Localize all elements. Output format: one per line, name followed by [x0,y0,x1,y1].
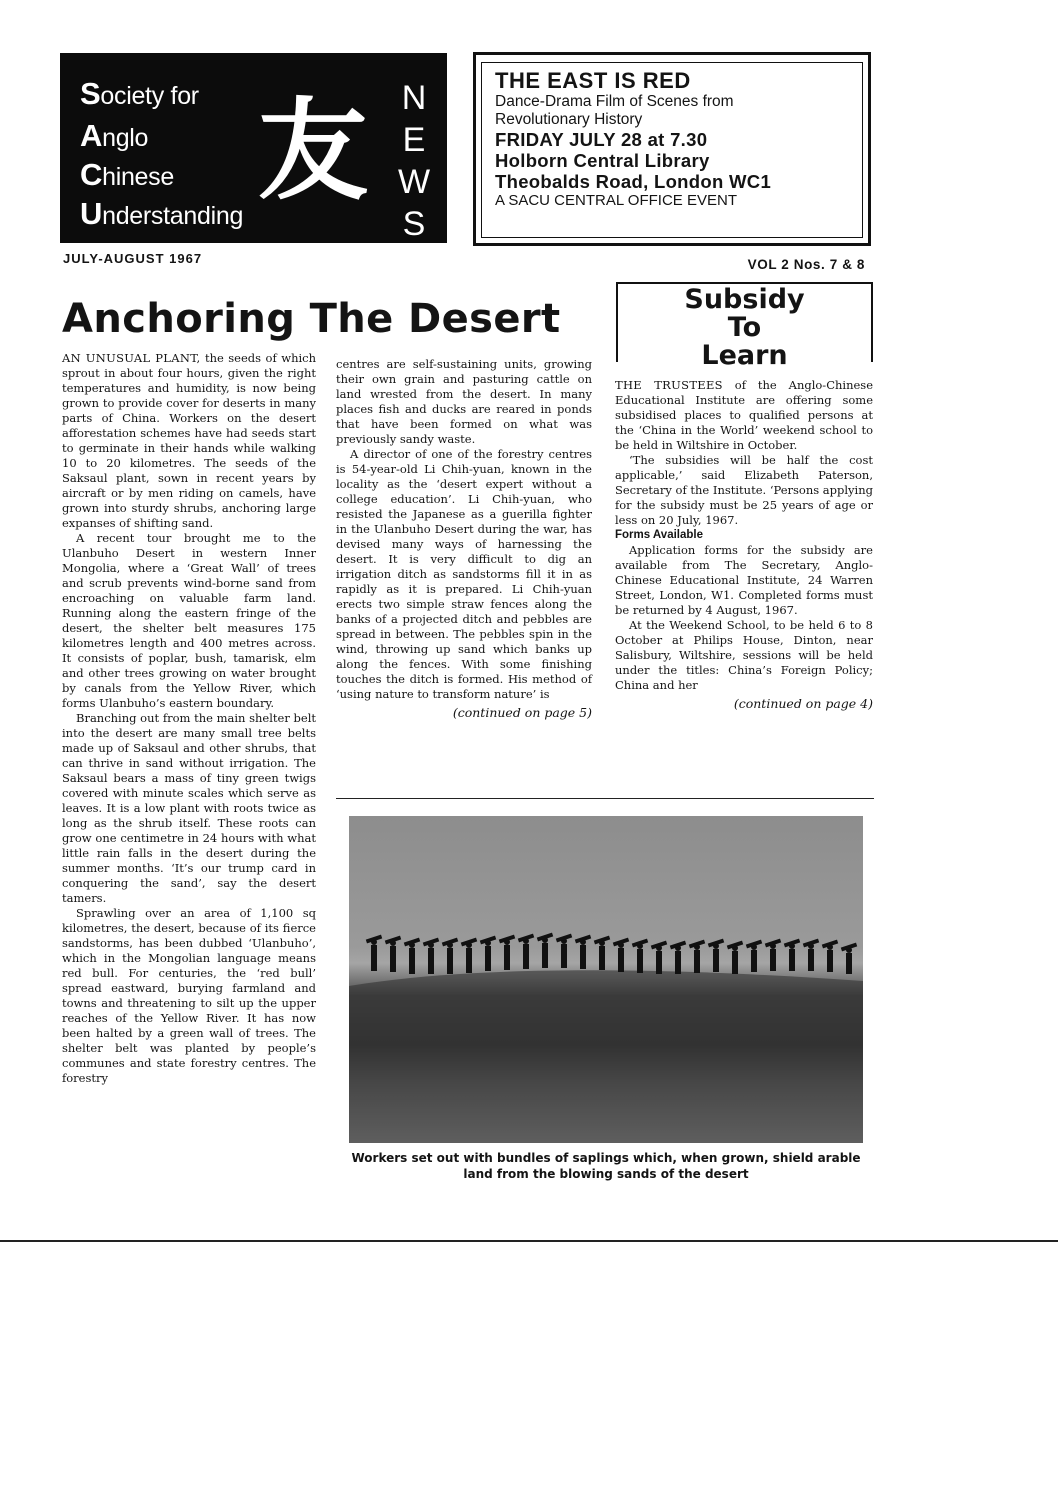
divider [0,1240,1058,1242]
worker-silhouette [371,945,377,971]
photo-silhouettes [349,816,863,1143]
news-letter: N [401,79,427,117]
worker-silhouette [390,946,396,972]
worker-silhouette [789,949,795,971]
subsidy-headline: Subsidy To Learn [684,284,805,371]
event-venue: Holborn Central Library [495,150,710,171]
masthead-line: Chinese [80,157,174,192]
subsidy-column [615,378,873,711]
event-subtitle: Dance-Drama Film of Scenes from [495,93,734,110]
article-paragraph: A director of one of the forestry centres is 54-year-old Li Chih-yuan, known in the locality as the ‘desert expert without a college education’. Li Chih-yuan, who resisted the Japanese as a guerilla fighter in the Ulanbuho Desert during the war, has devised many ways of harnessing the desert. It is very difficult to dig an irrigation ditch as sandstorms fill it in as rapidly as it is prepared. Li Chih-yuan erects two simple straw fences along the banks of a projected ditch and pebbles are spread in between. The pebbles spin in the wind, throwing up sand which banks up along the fences. With some finishing touches the ditch is formed. His method of ‘using nature to transform nature’ is [336,447,592,701]
worker-silhouette [561,944,567,968]
issue-date: JULY-AUGUST 1967 [63,251,203,266]
worker-silhouette [770,949,776,971]
worker-silhouette [846,953,852,974]
worker-silhouette [466,948,472,973]
chinese-character-logo: 友 [258,86,368,215]
news-letter: E [402,121,426,159]
worker-silhouette [675,951,681,974]
event-announcement [481,62,863,238]
news-wordmark [394,77,434,245]
worker-silhouette [694,950,700,973]
desert-workers-photo [349,816,863,1143]
event-date: FRIDAY JULY 28 at 7.30 [495,129,708,150]
worker-silhouette [751,950,757,972]
article-paragraph: Sprawling over an area of 1,100 sq kilometres, the desert, because of its fierce sandstorms, has been dubbed ‘Ulanbuho’, which in the Mongolian language means red bull. For centuries, the ‘red bull’ spread eastward, burying farmland and towns and threatening to silt up the upper reaches of the Yellow River. It has now been halted by a green wall of trees. The shelter belt was planted by people’s communes and state forestry centres. The forestry [62,906,316,1085]
worker-silhouette [618,948,624,972]
article-paragraph: A recent tour brought me to the Ulanbuho Desert in western Inner Mongolia, where a ‘Great Wall’ of trees and scrub prevents wind-borne sand from encroaching on valuable farm land. Running along the eastern fringe of the desert, the shelter belt measures 175 kilometres length and 400 metres across. It consists of poplar, bush, tamarisk, elm and other trees growing on water brought by canals from the Yellow River, which forms Ulanbuho’s eastern boundary. [62,531,316,710]
headline: Anchoring The Desert [62,296,561,342]
worker-silhouette [656,951,662,974]
article-column-2 [336,357,592,720]
worker-silhouette [447,948,453,974]
worker-silhouette [485,946,491,971]
subheading: Forms Available [615,529,703,541]
worker-silhouette [732,951,738,974]
article-paragraph: ‘The subsidies will be half the cost applicable,’ said Elizabeth Paterson, Secretary of the Institute. ‘Persons applying for the subsidy must be 25 years of age or less on 20 July, 1967. [615,453,873,527]
article-paragraph: At the Weekend School, to be held 6 to 8 October at Philips House, Dinton, near Salisbury, Wiltshire, sessions will be held under the titles: China’s Foreign Policy; China and her [615,618,873,692]
worker-silhouette [599,946,605,970]
worker-silhouette [580,945,586,969]
article-paragraph: Branching out from the main shelter belt into the desert are many small tree belts made up of Saksaul and other shrubs, that can thrive in sand without irrigation. The Saksaul bears a mass of tiny green twigs covered with minute scales which serve as leaves. It is a low plant with roots twice as long as the shrub itself. These roots can grow one centimetre in 24 hours with what little rain falls in the desert during the summer months. ‘It’s our trump card in conquering the sand’, say the desert tamers. [62,711,316,905]
worker-silhouette [428,948,434,974]
continued-note: (continued on page 5) [452,705,592,720]
event-footer: A SACU CENTRAL OFFICE EVENT [495,192,737,209]
masthead-line: Society for [80,76,199,111]
photo-caption: Workers set out with bundles of saplings which, when grown, shield arable land from the blowing sands of the desert [351,1151,861,1181]
worker-silhouette [808,949,814,971]
volume-number: VOL 2 Nos. 7 & 8 [747,257,865,272]
article-paragraph: centres are self-sustaining units, growing their own grain and pasturing cattle on land wrested from the desert. In many places fish and ducks are reared in ponds that have been formed on what was previously sandy waste. [336,357,592,446]
event-subtitle: Revolutionary History [495,111,643,128]
worker-silhouette [542,943,548,968]
worker-silhouette [827,950,833,972]
masthead-line: Anglo [80,118,149,153]
continued-note: (continued on page 4) [733,696,873,711]
news-letter: W [397,163,431,201]
lead-in: AN UNUSUAL PLANT, [62,351,201,365]
event-title: THE EAST IS RED [495,68,691,93]
worker-silhouette [409,948,415,974]
worker-silhouette [637,949,643,973]
article-paragraph: THE TRUSTEES of the Anglo-Chinese Educational Institute are offering some subsidised places to qualified persons at the ‘China in the World’ weekend school to be held in Wiltshire in October. [615,378,873,452]
article-paragraph: Application forms for the subsidy are available from The Secretary, Anglo-Chinese Educational Institute, 24 Warren Street, London, W1. Completed forms must be returned by 4 August, 1967. [615,543,873,617]
article-paragraph: AN UNUSUAL PLANT, the seeds of which sprout in about four hours, given the right temperatures and humidity, is now being grown to provide cover for deserts in many parts of China. Workers on the desert afforestation schemes have had seeds start to germinate in their hands while walking 10 to 20 kilometres. The seeds of the Saksaul plant, sown in recent years by aircraft or by men riding on camels, have grown into sturdy shrubs, anchoring large expanses of shifting sand. [62,351,317,530]
worker-silhouette [504,945,510,970]
worker-silhouette [713,949,719,972]
worker-silhouette [523,944,529,969]
article-column-1 [62,351,316,1086]
masthead-logo [60,53,447,243]
event-address: Theobalds Road, London WC1 [495,171,772,192]
lead-in: THE TRUSTEES [615,378,723,392]
divider [336,798,874,799]
news-letter: S [402,205,426,243]
masthead-line: Understanding [80,196,244,231]
